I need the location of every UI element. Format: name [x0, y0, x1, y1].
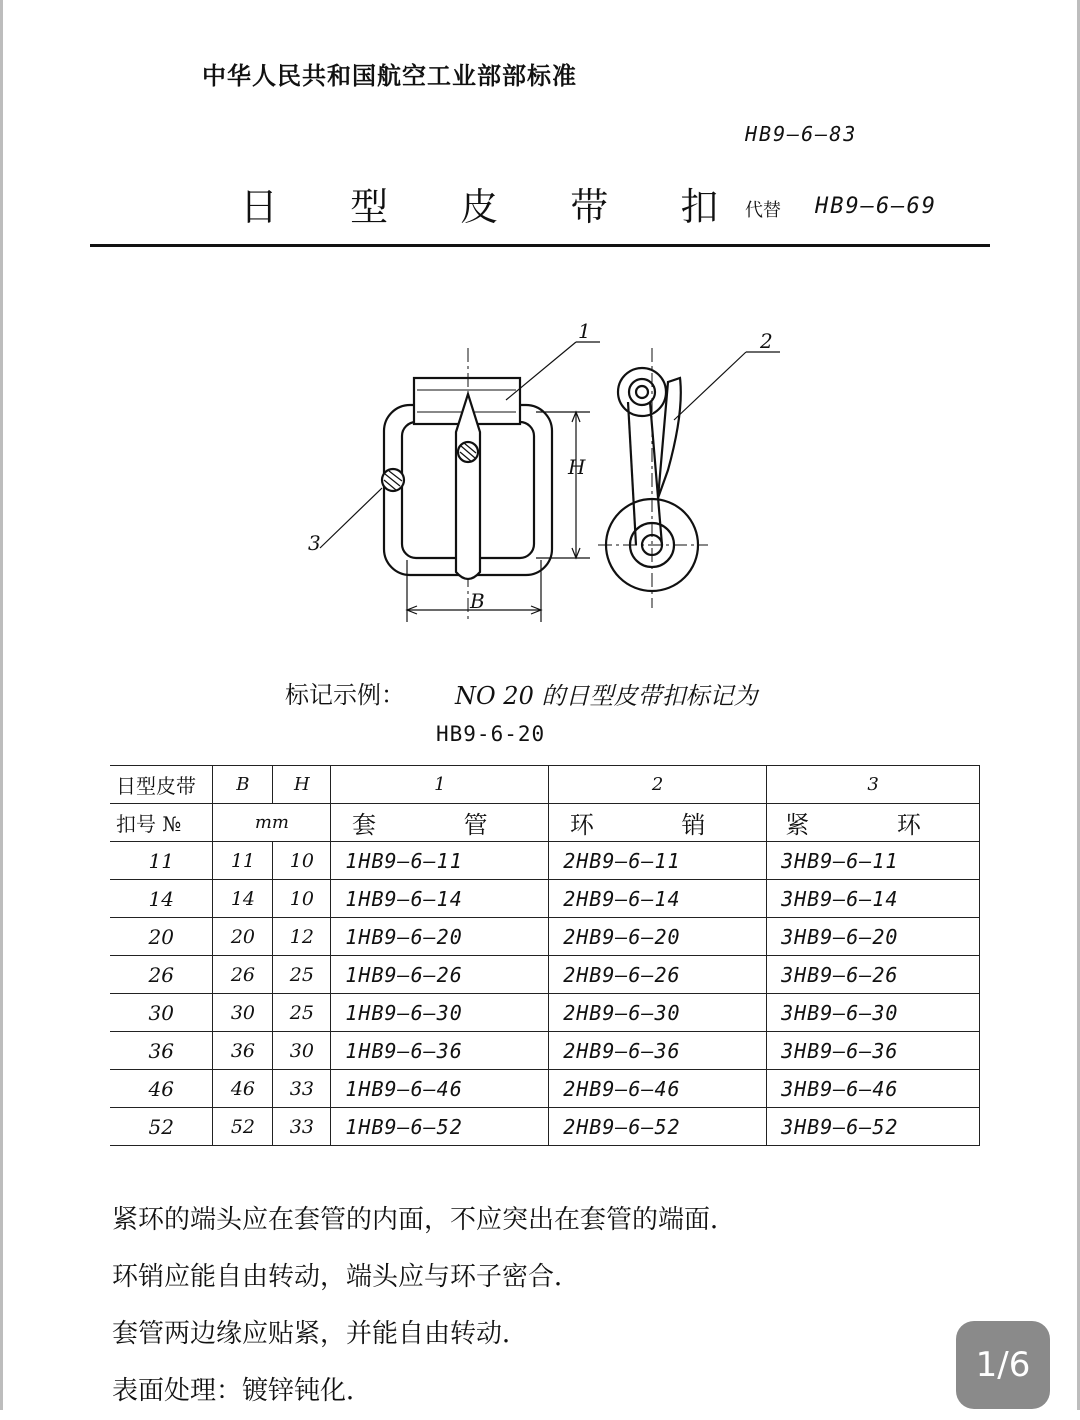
cell-b: 30: [213, 994, 273, 1032]
cell-part-3: 3HB9—6—30: [767, 994, 980, 1032]
technical-notes: [112, 1192, 736, 1420]
cell-h: 10: [273, 880, 331, 918]
cell-b: 26: [213, 956, 273, 994]
cell-part-1: 1HB9—6—26: [331, 956, 549, 994]
cell-part-3: 3HB9—6—20: [767, 918, 980, 956]
cell-part-2: 2HB9—6—52: [549, 1108, 767, 1146]
cell-no: 36: [110, 1032, 213, 1070]
cell-part-3: 3HB9—6—14: [767, 880, 980, 918]
header-h: H: [273, 766, 331, 804]
replaces-code: HB9—6—69: [815, 194, 937, 219]
cell-part-2: 2HB9—6—20: [549, 918, 767, 956]
cell-b: 14: [213, 880, 273, 918]
marking-example-text: NO 20 的日型皮带扣标记为: [455, 682, 758, 710]
cell-h: 10: [273, 842, 331, 880]
cell-part-1: 1HB9—6—46: [331, 1070, 549, 1108]
table-row: [110, 994, 980, 1032]
header-unit: mm: [213, 804, 331, 842]
cell-h: 25: [273, 956, 331, 994]
cell-no: 11: [110, 842, 213, 880]
cell-part-3: 3HB9—6—52: [767, 1108, 980, 1146]
cell-part-2: 2HB9—6—46: [549, 1070, 767, 1108]
callout-3: 3: [308, 531, 321, 555]
dimension-b-label: B: [470, 589, 485, 613]
note-line: 表面处理：镀锌钝化．: [112, 1376, 373, 1406]
cell-no: 14: [110, 880, 213, 918]
callout-1: 1: [578, 320, 591, 343]
cell-h: 25: [273, 994, 331, 1032]
cell-no: 30: [110, 994, 213, 1032]
header-b: B: [213, 766, 273, 804]
cell-part-2: 2HB9—6—14: [549, 880, 767, 918]
note-line: 套管两边缘应贴紧，并能自由转动．: [112, 1319, 529, 1349]
header-part-1-name: 套 管: [331, 804, 549, 842]
cell-part-1: 1HB9—6—20: [331, 918, 549, 956]
cell-part-1: 1HB9—6—14: [331, 880, 549, 918]
cell-b: 20: [213, 918, 273, 956]
note-line: 环销应能自由转动，端头应与环子密合．: [112, 1262, 581, 1292]
marking-example-label: 标记示例：: [285, 681, 405, 709]
cell-part-1: 1HB9—6—36: [331, 1032, 549, 1070]
cell-part-1: 1HB9—6—11: [331, 842, 549, 880]
cell-part-1: 1HB9—6—52: [331, 1108, 549, 1146]
header-part-3-no: 3: [767, 766, 980, 804]
table-row: [110, 1108, 980, 1146]
replaces-label: 代替: [745, 200, 781, 221]
cell-part-2: 2HB9—6—26: [549, 956, 767, 994]
standard-number: HB9—6—83: [745, 122, 858, 146]
cell-part-3: 3HB9—6—46: [767, 1070, 980, 1108]
cell-h: 33: [273, 1108, 331, 1146]
table-row: [110, 956, 980, 994]
document-title: 日 型 皮 带 扣: [240, 185, 749, 229]
cell-no: 26: [110, 956, 213, 994]
cell-no: 20: [110, 918, 213, 956]
table-row: [110, 1070, 980, 1108]
header-part-1-no: 1: [331, 766, 549, 804]
cell-b: 46: [213, 1070, 273, 1108]
table-row: [110, 880, 980, 918]
cell-part-3: 3HB9—6—11: [767, 842, 980, 880]
note-line: 紧环的端头应在套管的内面，不应突出在套管的端面．: [112, 1205, 737, 1235]
cell-h: 33: [273, 1070, 331, 1108]
header-rule: [90, 244, 990, 247]
table-row: [110, 842, 980, 880]
dimension-h-label: H: [568, 455, 586, 479]
header-part-2-no: 2: [549, 766, 767, 804]
cell-part-2: 2HB9—6—11: [549, 842, 767, 880]
left-border: [0, 0, 3, 1410]
table-header-row-1: [110, 766, 980, 804]
header-buckle-no-bottom: 扣号 №: [110, 804, 213, 842]
header-buckle-no-top: 日型皮带: [110, 766, 213, 804]
specification-table: [110, 765, 980, 1146]
marking-example-code: HB9-6-20: [436, 722, 546, 746]
buckle-drawing: [280, 320, 800, 640]
cell-h: 30: [273, 1032, 331, 1070]
cell-b: 52: [213, 1108, 273, 1146]
header-part-3-name: 紧 环: [767, 804, 980, 842]
cell-part-1: 1HB9—6—30: [331, 994, 549, 1032]
page-indicator[interactable]: 1/6: [956, 1321, 1050, 1409]
cell-part-2: 2HB9—6—30: [549, 994, 767, 1032]
cell-b: 36: [213, 1032, 273, 1070]
cell-b: 11: [213, 842, 273, 880]
table-header-row-2: [110, 804, 980, 842]
header-part-2-name: 环 销: [549, 804, 767, 842]
cell-part-3: 3HB9—6—26: [767, 956, 980, 994]
cell-no: 46: [110, 1070, 213, 1108]
cell-part-2: 2HB9—6—36: [549, 1032, 767, 1070]
table-row: [110, 1032, 980, 1070]
organization-heading: 中华人民共和国航空工业部部标准: [202, 62, 577, 90]
callout-2: 2: [760, 329, 773, 353]
table-row: [110, 918, 980, 956]
cell-h: 12: [273, 918, 331, 956]
cell-no: 52: [110, 1108, 213, 1146]
cell-part-3: 3HB9—6—36: [767, 1032, 980, 1070]
